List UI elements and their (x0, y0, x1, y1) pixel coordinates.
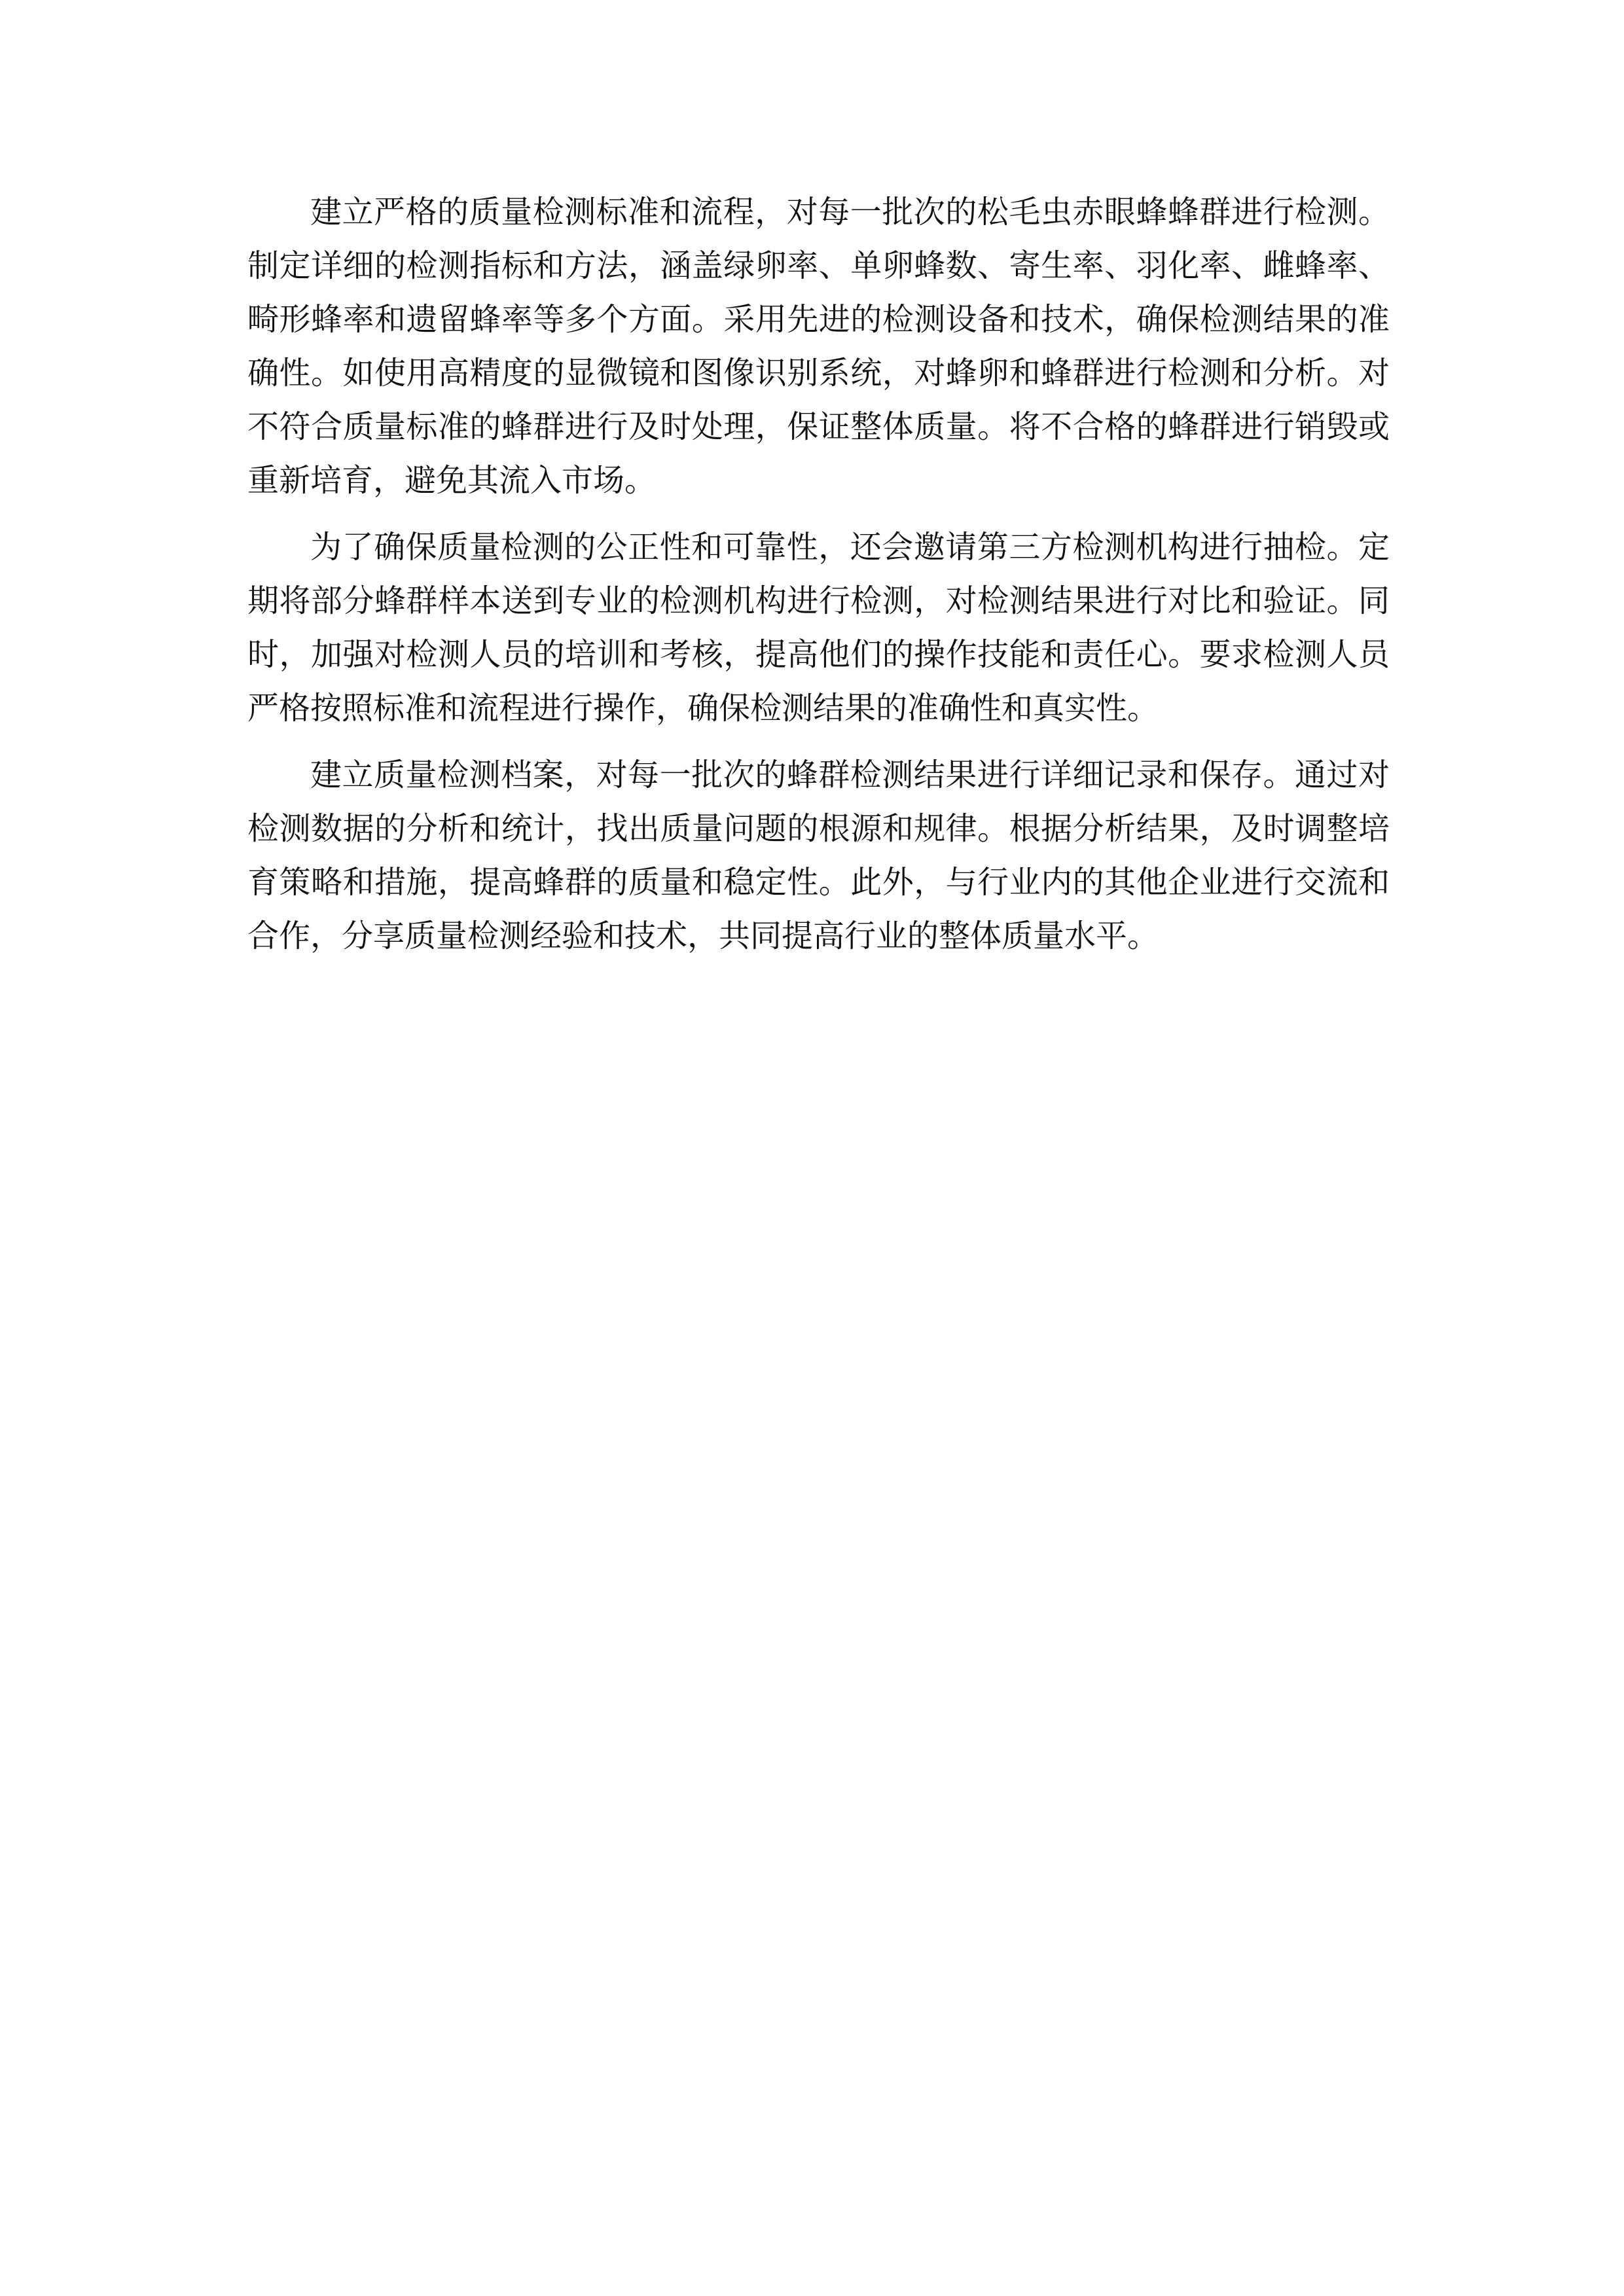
paragraph-quality-archive: 建立质量检测档案，对每一批次的蜂群检测结果进行详细记录和保存。通过对检测数据的分析和统计，找出质量问题的根源和规律。根据分析结果，及时调整培育策略和措施，提高蜂群的质量和稳定性。此外，与行业内的其他企业进行交流和合作，分享质量检测经验和技术，共同提高行业的整体质量水平。 (247, 757, 1390, 954)
body-text (247, 185, 1390, 976)
paragraph-quality-standards: 建立严格的质量检测标准和流程，对每一批次的松毛虫赤眼蜂蜂群进行检测。制定详细的检测指标和方法，涵盖绿卵率、单卵蜂数、寄生率、羽化率、雌蜂率、畸形蜂率和遗留蜂率等多个方面。采用先进的检测设备和技术，确保检测结果的准确性。如使用高精度的显微镜和图像识别系统，对蜂卵和蜂群进行检测和分析。对不符合质量标准的蜂群进行及时处理，保证整体质量。将不合格的蜂群进行销毁或重新培育，避免其流入市场。 (247, 194, 1390, 499)
paragraph-third-party-inspection: 为了确保质量检测的公正性和可靠性，还会邀请第三方检测机构进行抽检。定期将部分蜂群样本送到专业的检测机构进行检测，对检测结果进行对比和验证。同时，加强对检测人员的培训和考核，提高他们的操作技能和责任心。要求检测人员严格按照标准和流程进行操作，确保检测结果的准确性和真实性。 (247, 529, 1390, 726)
